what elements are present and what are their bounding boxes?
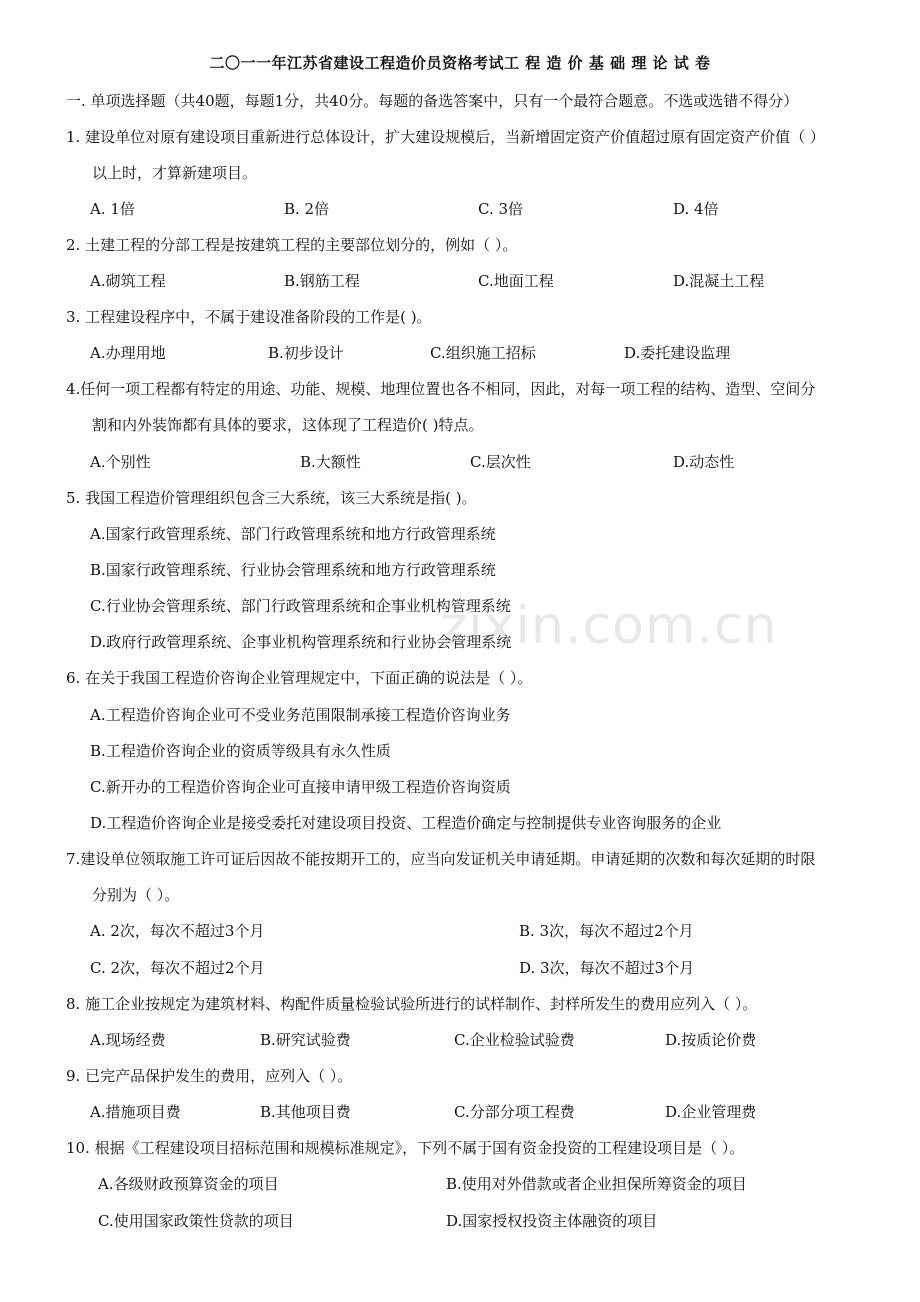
question-5-option-a: A.国家行政管理系统、部门行政管理系统和地方行政管理系统 (90, 525, 496, 543)
question-6-option-b: B.工程造价咨询企业的资质等级具有永久性质 (90, 742, 391, 760)
question-5-text: 5. 我国工程造价管理组织包含三大系统，该三大系统是指( )。 (66, 489, 477, 507)
question-3-option-a: A.办理用地 (90, 344, 166, 362)
question-4-text: 4.任何一项工程都有特定的用途、功能、规模、地理位置也各不相同，因此，对每一项工程的结构、造型、空间分 (66, 380, 816, 398)
question-7-option-c: C. 2次，每次不超过2个月 (90, 959, 265, 977)
question-1-option-c: C. 3倍 (478, 200, 524, 218)
question-4-option-b: B.大额性 (300, 453, 361, 471)
question-1-option-b: B. 2倍 (284, 200, 330, 218)
question-8-option-d: D.按质论价费 (665, 1031, 757, 1049)
question-3-option-d: D.委托建设监理 (624, 344, 731, 362)
question-1-option-d: D. 4倍 (673, 200, 719, 218)
question-7-option-d: D. 3次，每次不超过3个月 (519, 959, 695, 977)
question-4-text-cont: 割和内外装饰都有具体的要求，这体现了工程造价( )特点。 (92, 416, 484, 434)
question-3-option-c: C.组织施工招标 (430, 344, 536, 362)
question-7-option-b: B. 3次，每次不超过2个月 (519, 922, 694, 940)
question-10-option-d: D.国家授权投资主体融资的项目 (446, 1212, 658, 1230)
question-8-text: 8. 施工企业按规定为建筑材料、构配件质量检验试验所进行的试样制作、封样所发生的费用应列入（ ）。 (66, 995, 758, 1013)
question-6-option-c: C.新开办的工程造价咨询企业可直接申请甲级工程造价咨询资质 (90, 778, 511, 796)
question-9-text: 9. 已完产品保护发生的费用，应列入（ ）。 (66, 1067, 353, 1085)
question-2-option-b: B.钢筋工程 (284, 272, 360, 290)
exam-title: 二〇一一年江苏省建设工程造价员资格考试工 程 造 价 基 础 理 论 试 卷 (209, 54, 711, 72)
question-7-text: 7.建设单位领取施工许可证后因故不能按期开工的，应当向发证机关申请延期。申请延期的次数和每次延期的时限 (66, 850, 816, 868)
question-4-option-d: D.动态性 (673, 453, 735, 471)
question-6-option-d: D.工程造价咨询企业是接受委托对建设项目投资、工程造价确定与控制提供专业咨询服务的企业 (90, 814, 722, 832)
question-2-option-d: D.混凝土工程 (673, 272, 765, 290)
question-3-option-b: B.初步设计 (268, 344, 344, 362)
question-10-option-b: B.使用对外借款或者企业担保所筹资金的项目 (446, 1175, 747, 1193)
question-5-option-d: D.政府行政管理系统、企事业机构管理系统和行业协会管理系统 (90, 633, 512, 651)
question-1-text: 1. 建设单位对原有建设项目重新进行总体设计，扩大建设规模后，当新增固定资产价值超过原有固定资产价值（ ） (66, 128, 825, 146)
question-4-option-a: A.个别性 (90, 453, 151, 471)
watermark: zixin.com.cn (440, 596, 778, 656)
question-9-option-a: A.措施项目费 (90, 1103, 181, 1121)
question-2-option-a: A.砌筑工程 (90, 272, 166, 290)
question-2-option-c: C.地面工程 (478, 272, 554, 290)
question-10-option-a: A.各级财政预算资金的项目 (98, 1175, 279, 1193)
question-9-option-c: C.分部分项工程费 (454, 1103, 575, 1121)
question-5-option-b: B.国家行政管理系统、行业协会管理系统和地方行政管理系统 (90, 561, 496, 579)
question-7-text-cont: 分别为（ ）。 (92, 886, 180, 904)
question-6-option-a: A.工程造价咨询企业可不受业务范围限制承接工程造价咨询业务 (90, 706, 511, 724)
question-3-text: 3. 工程建设程序中，不属于建设准备阶段的工作是( )。 (66, 308, 432, 326)
question-5-option-c: C.行业协会管理系统、部门行政管理系统和企事业机构管理系统 (90, 597, 511, 615)
question-8-option-a: A.现场经费 (90, 1031, 166, 1049)
question-8-option-c: C.企业检验试验费 (454, 1031, 575, 1049)
question-1-option-a: A. 1倍 (90, 200, 135, 218)
question-8-option-b: B.研究试验费 (260, 1031, 351, 1049)
question-10-text: 10. 根据《工程建设项目招标范围和规模标准规定》，下列不属于国有资金投资的工程建设项目是（ ）。 (66, 1139, 745, 1157)
question-6-text: 6. 在关于我国工程造价咨询企业管理规定中，下面正确的说法是（ ）。 (66, 669, 533, 687)
section-heading: 一. 单项选择题（共40题，每题1分，共40分。每题的备选答案中，只有一个最符合题意。不选或选错不得分） (66, 92, 799, 110)
question-10-option-c: C.使用国家政策性贷款的项目 (98, 1212, 294, 1230)
question-7-option-a: A. 2次，每次不超过3个月 (90, 922, 265, 940)
question-4-option-c: C.层次性 (470, 453, 531, 471)
question-1-text-cont: 以上时，才算新建项目。 (92, 164, 258, 182)
question-9-option-b: B.其他项目费 (260, 1103, 351, 1121)
question-9-option-d: D.企业管理费 (665, 1103, 757, 1121)
question-2-text: 2. 土建工程的分部工程是按建筑工程的主要部位划分的，例如（ ）。 (66, 236, 518, 254)
